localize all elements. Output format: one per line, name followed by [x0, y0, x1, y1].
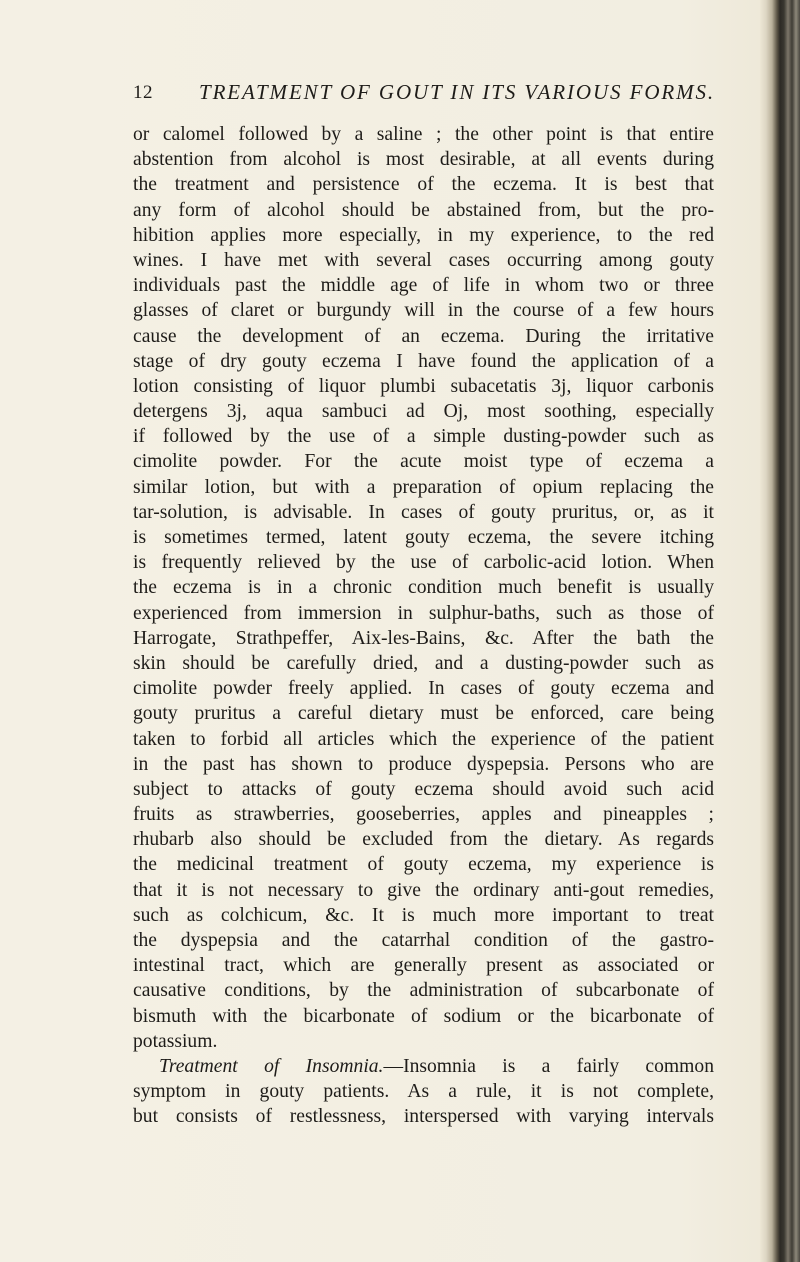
text-line: the treatment and persistence of the eczema. It is best that — [133, 174, 714, 196]
text-line: fruits as strawberries, gooseberries, apples and pineapples ; — [133, 804, 714, 826]
text-line: cimolite powder freely applied. In cases of gouty eczema and — [133, 678, 714, 700]
insomnia-heading-insomnia: Insomnia. — [305, 1055, 384, 1077]
text-line: intestinal tract, which are generally present as associated or — [133, 955, 714, 977]
page-number: 12 — [133, 82, 153, 103]
text-line: experienced from immersion in sulphur-baths, such as those of — [133, 602, 714, 624]
insomnia-paragraph-first-line — [133, 1054, 714, 1079]
text-line: wines. I have met with several cases occurring among gouty — [133, 249, 714, 271]
text-line: Harrogate, Strathpeffer, Aix-les-Bains, &c. After the bath the — [133, 627, 714, 649]
insomnia-first-line-text: —Insomnia is a fairly common — [383, 1055, 714, 1077]
running-header — [133, 82, 723, 112]
text-line: the dyspepsia and the catarrhal condition of the gastro- — [133, 930, 714, 951]
text-line: the medicinal treatment of gouty eczema, my experience is — [133, 854, 714, 876]
text-line: skin should be carefully dried, and a dusting-powder such as — [133, 652, 714, 674]
text-line: hibition applies more especially, in my experience, to the red — [133, 224, 714, 246]
text-line: similar lotion, but with a preparation of opium replacing the — [133, 476, 714, 498]
text-line: is sometimes termed, latent gouty eczema, the severe itching — [133, 527, 714, 548]
text-line: in the past has shown to produce dyspepsia. Persons who are — [133, 753, 714, 775]
text-line: is frequently relieved by the use of carbolic-acid lotion. When — [133, 552, 714, 574]
text-line: cimolite powder. For the acute moist type of eczema a — [133, 451, 714, 473]
text-line: lotion consisting of liquor plumbi subacetatis 3j, liquor carbonis — [133, 375, 714, 397]
text-line: gouty pruritus a careful dietary must be enforced, care being — [133, 703, 714, 725]
text-line: tar-solution, is advisable. In cases of gouty pruritus, or, as it — [133, 501, 714, 523]
text-line: but consists of restlessness, interspersed with varying intervals — [133, 1106, 714, 1128]
text-line: if followed by the use of a simple dusting-powder such as — [133, 426, 714, 448]
text-line: cause the development of an eczema. During the irritative — [133, 325, 714, 347]
text-line: individuals past the middle age of life in whom two or three — [133, 275, 714, 297]
text-line: symptom in gouty patients. As a rule, it is not complete, — [133, 1081, 714, 1103]
text-line: glasses of claret or burgundy will in the course of a few hours — [133, 300, 714, 322]
text-line: taken to forbid all articles which the experience of the patient — [133, 728, 714, 750]
insomnia-heading-of: of — [237, 1055, 306, 1077]
text-line: or calomel followed by a saline ; the other point is that entire — [133, 124, 714, 145]
page-edge-shadow — [760, 0, 800, 1262]
insomnia-heading-treatment: Treatment — [159, 1055, 238, 1077]
text-line: abstention from alcohol is most desirable, at all events during — [133, 149, 714, 171]
text-line: the eczema is in a chronic condition much benefit is usually — [133, 577, 714, 599]
text-line: bismuth with the bicarbonate of sodium or the bicarbonate of — [133, 1005, 714, 1027]
text-line: detergens 3j, aqua sambuci ad Oj, most soothing, especially — [133, 401, 714, 423]
text-line: potassium. — [133, 1030, 218, 1052]
running-title: TREATMENT OF GOUT IN ITS VARIOUS FORMS. — [199, 80, 716, 104]
text-line: subject to attacks of gouty eczema should avoid such acid — [133, 778, 714, 800]
body-text — [133, 122, 714, 1130]
text-line: such as colchicum, &c. It is much more important to treat — [133, 904, 714, 926]
text-line: any form of alcohol should be abstained from, but the pro- — [133, 199, 714, 221]
text-line: rhubarb also should be excluded from the dietary. As regards — [133, 829, 714, 851]
text-line: causative conditions, by the administration of subcarbonate of — [133, 980, 714, 1002]
text-line: that it is not necessary to give the ordinary anti-gout remedies, — [133, 879, 714, 901]
text-line: stage of dry gouty eczema I have found the application of a — [133, 350, 714, 372]
